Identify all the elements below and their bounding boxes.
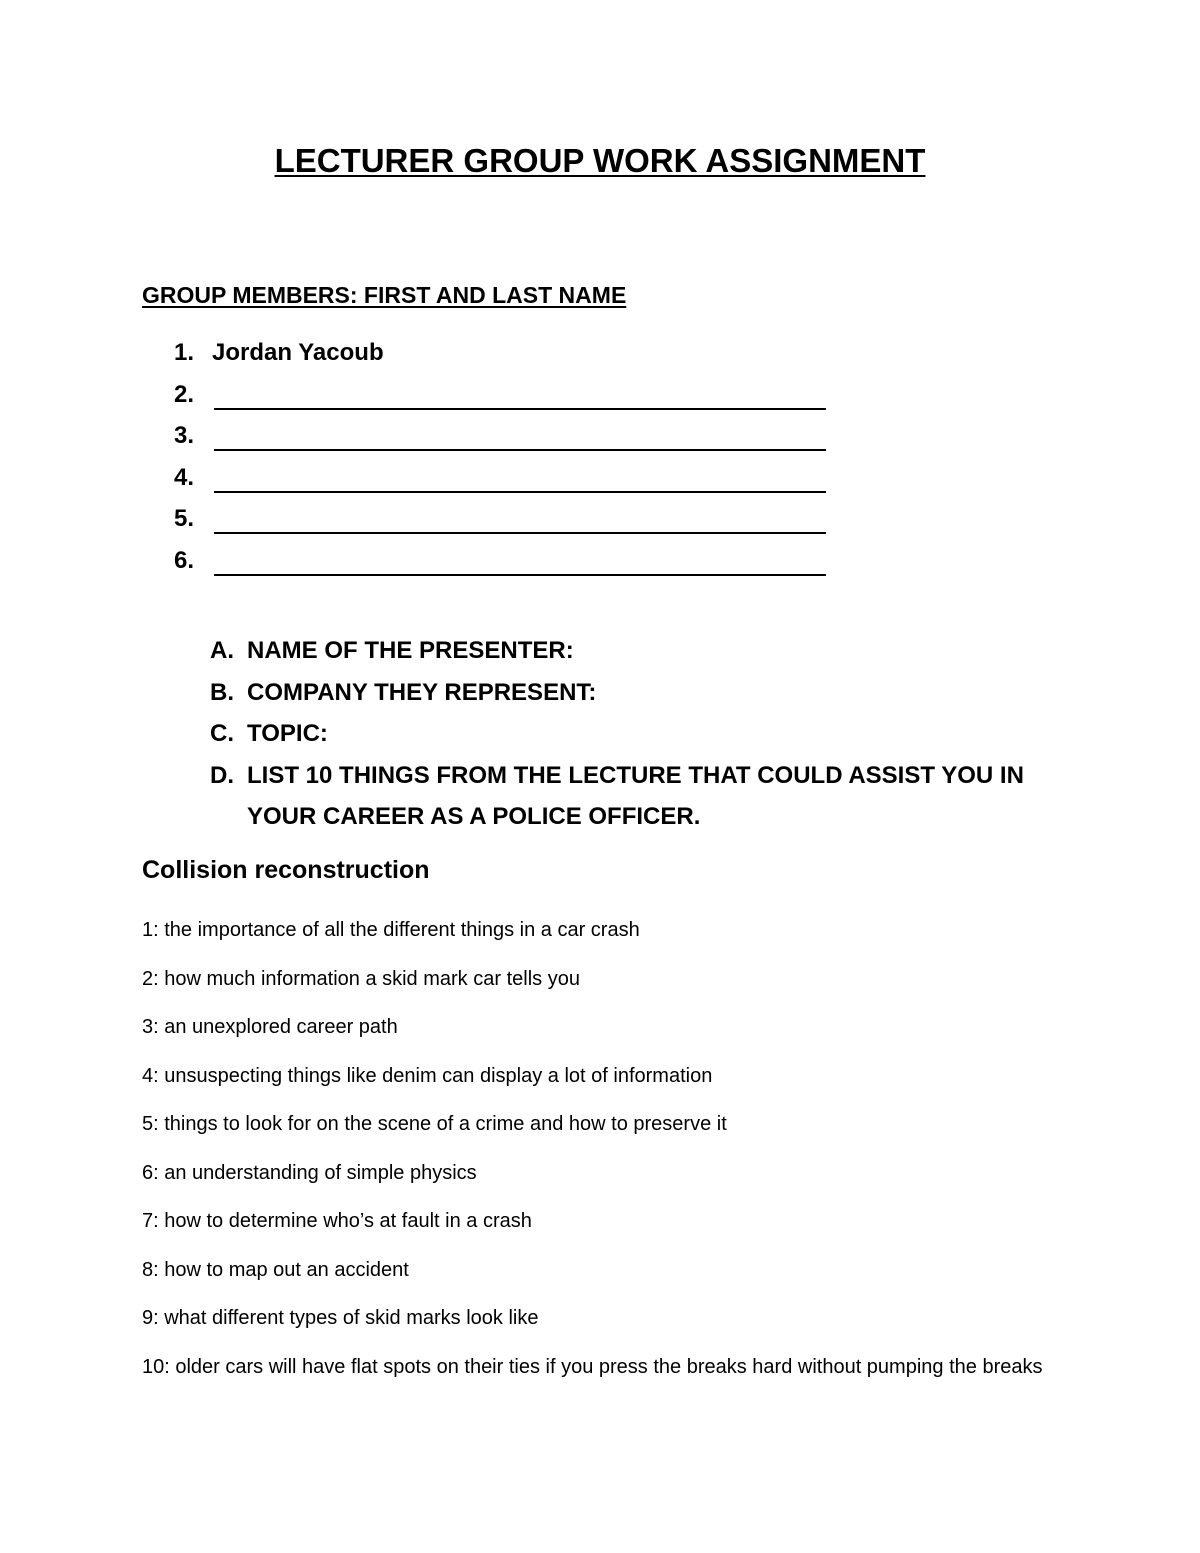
member-number: 4. [174, 463, 195, 491]
note-item: 4: unsuspecting things like denim can display a lot of information [142, 1064, 713, 1087]
question-item [210, 630, 1070, 672]
member-name: Jordan Yacoub [212, 339, 384, 366]
note-item: 1: the importance of all the different things in a car crash [142, 919, 640, 941]
question-text: COMPANY THEY REPRESENT: [247, 678, 597, 706]
member-name-blank-line [214, 408, 826, 410]
note-item: 6: an understanding of simple physics [142, 1161, 477, 1184]
member-name-blank-line [214, 532, 826, 534]
note-item: 9: what different types of skid marks look like [142, 1307, 539, 1329]
document-title: LECTURER GROUP WORK ASSIGNMENT [274, 142, 926, 179]
notes-list [142, 916, 1062, 1401]
note-item: 8: how to map out an accident [142, 1258, 409, 1281]
member-name-blank-line [214, 574, 826, 576]
question-text: NAME OF THE PRESENTER: [247, 637, 574, 664]
note-item: 2: how much information a skid mark car tells you [142, 967, 580, 990]
member-number: 1. [174, 339, 195, 366]
note-item: 10: older cars will have flat spots on their ties if you press the breaks hard without pumping the breaks [142, 1355, 1043, 1378]
question-letter: A. [210, 637, 234, 664]
note-item: 3: an unexplored career path [142, 1016, 398, 1038]
question-text: TOPIC: [247, 720, 328, 747]
question-letter: D. [210, 761, 234, 789]
members-heading: GROUP MEMBERS: FIRST AND LAST NAME [142, 282, 627, 308]
questions-list [210, 630, 1070, 838]
question-item [210, 713, 1070, 755]
member-number: 5. [174, 505, 195, 532]
note-item: 5: things to look for on the scene of a crime and how to preserve it [142, 1113, 727, 1135]
question-item [210, 672, 1070, 714]
member-name-blank-line [214, 491, 826, 493]
question-letter: C. [210, 720, 234, 747]
member-name-blank-line [214, 449, 826, 451]
member-number: 2. [174, 380, 195, 408]
question-item [210, 755, 1070, 838]
member-number: 6. [174, 546, 195, 574]
note-item: 7: how to determine who’s at fault in a crash [142, 1210, 532, 1232]
question-letter: B. [210, 678, 234, 706]
member-number: 3. [174, 422, 195, 449]
section-heading: Collision reconstruction [142, 856, 430, 884]
question-text: LIST 10 THINGS FROM THE LECTURE THAT COULD ASSIST YOU IN YOUR CAREER AS A POLICE OFFICER. [247, 761, 1024, 830]
